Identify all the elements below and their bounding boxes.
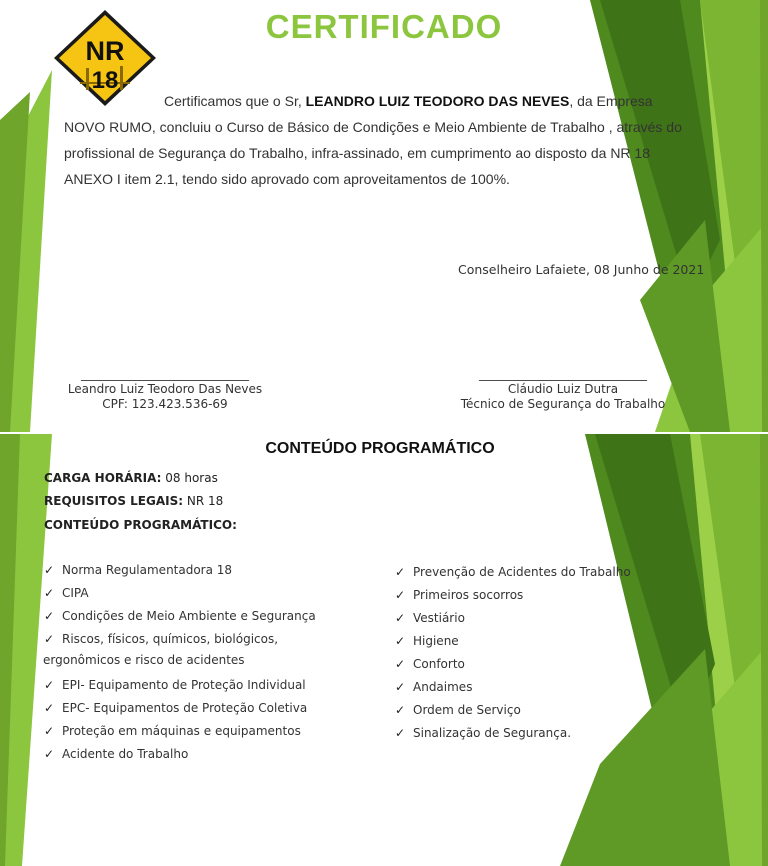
checkmark-icon: ✓ xyxy=(395,703,406,717)
requirements-label: REQUISITOS LEGAIS: xyxy=(44,494,184,508)
checkmark-icon: ✓ xyxy=(395,726,406,740)
body-line2: NOVO RUMO, concluiu o Curso de Básico de Condições e Meio Ambiente de Trabalho , através do xyxy=(64,119,682,135)
list-item: ✓ Ordem de Serviço xyxy=(395,703,521,717)
checkmark-icon: ✓ xyxy=(395,588,406,602)
program-title: CONTEÚDO PROGRAMÁTICO xyxy=(265,440,495,457)
content-label: CONTEÚDO PROGRAMÁTICO: xyxy=(44,518,237,532)
checkmark-icon: ✓ xyxy=(44,609,55,623)
list-item: ✓ Andaimes xyxy=(395,680,473,694)
signature-right xyxy=(455,367,671,412)
list-item: ✓ Vestiário xyxy=(395,611,465,625)
list-item: ✓ Riscos, físicos, químicos, biológicos, ergonômicos e risco de acidentes xyxy=(43,632,279,667)
signature-cpf: CPF: 123.423.536-69 xyxy=(102,397,228,411)
checkmark-icon: ✓ xyxy=(44,563,55,577)
checkmark-icon: ✓ xyxy=(395,680,406,694)
content-heading xyxy=(44,518,237,532)
list-item: ✓ Proteção em máquinas e equipamentos xyxy=(44,724,301,738)
signature-line: ____________________________ xyxy=(479,367,647,381)
list-item: ✓ Higiene xyxy=(395,634,459,648)
workload-value: 08 horas xyxy=(161,471,218,485)
list-item: ✓ Prevenção de Acidentes do Trabalho xyxy=(395,565,631,579)
body-line3: profissional de Segurança do Trabalho, infra-assinado, em cumprimento ao disposto da NR 18 xyxy=(64,145,650,161)
list-item: ✓ EPI- Equipamento de Proteção Individual xyxy=(44,678,306,692)
list-item: ✓ EPC- Equipamentos de Proteção Coletiva xyxy=(44,701,308,715)
signature-line: ____________________________ xyxy=(81,367,249,381)
logo-line1: NR xyxy=(85,36,125,66)
checkmark-icon: ✓ xyxy=(44,701,55,715)
recipient-name: LEANDRO LUIZ TEODORO DAS NEVES xyxy=(305,93,570,109)
list-item: ✓ CIPA xyxy=(44,586,89,600)
signature-name: Cláudio Luiz Dutra xyxy=(507,382,619,396)
certificate-title: CERTIFICADO xyxy=(265,8,503,45)
body-line4: ANEXO I item 2.1, tendo sido aprovado com aproveitamentos de 100%. xyxy=(64,171,510,187)
body-after-name: , da Empresa xyxy=(569,93,653,109)
workload-label: CARGA HORÁRIA: xyxy=(44,471,162,485)
list-item: ✓ Conforto xyxy=(395,657,465,671)
signature-role: Técnico de Segurança do Trabalho xyxy=(460,397,666,411)
checkmark-icon: ✓ xyxy=(44,632,55,646)
logo-line2: 18 xyxy=(91,67,119,94)
checkmark-icon: ✓ xyxy=(44,678,55,692)
body-intro: Certificamos que o Sr, xyxy=(164,93,306,109)
checkmark-icon: ✓ xyxy=(395,657,406,671)
legal-requirements xyxy=(44,494,223,508)
checkmark-icon: ✓ xyxy=(44,747,55,761)
checkmark-icon: ✓ xyxy=(395,634,406,648)
list-item: ✓ Sinalização de Segurança. xyxy=(395,726,572,740)
signature-left xyxy=(58,367,272,412)
requirements-value: NR 18 xyxy=(183,494,224,508)
workload xyxy=(44,471,218,485)
certificate-body xyxy=(64,88,704,192)
checkmark-icon: ✓ xyxy=(44,586,55,600)
list-item: ✓ Norma Regulamentadora 18 xyxy=(44,563,233,577)
program-page xyxy=(0,434,768,866)
certificate-page xyxy=(0,0,768,432)
checkmark-icon: ✓ xyxy=(44,724,55,738)
certificate-date: Conselheiro Lafaiete, 08 Junho de 2021 xyxy=(458,262,705,277)
list-item: ✓ Primeiros socorros xyxy=(395,588,524,602)
signature-name: Leandro Luiz Teodoro Das Neves xyxy=(67,382,263,396)
checkmark-icon: ✓ xyxy=(395,565,406,579)
checkmark-icon: ✓ xyxy=(395,611,406,625)
list-item: ✓ Acidente do Trabalho xyxy=(44,747,189,761)
list-item: ✓ Condições de Meio Ambiente e Segurança xyxy=(44,609,316,623)
list-item-continuation: ergonômicos e risco de acidentes xyxy=(43,653,245,667)
